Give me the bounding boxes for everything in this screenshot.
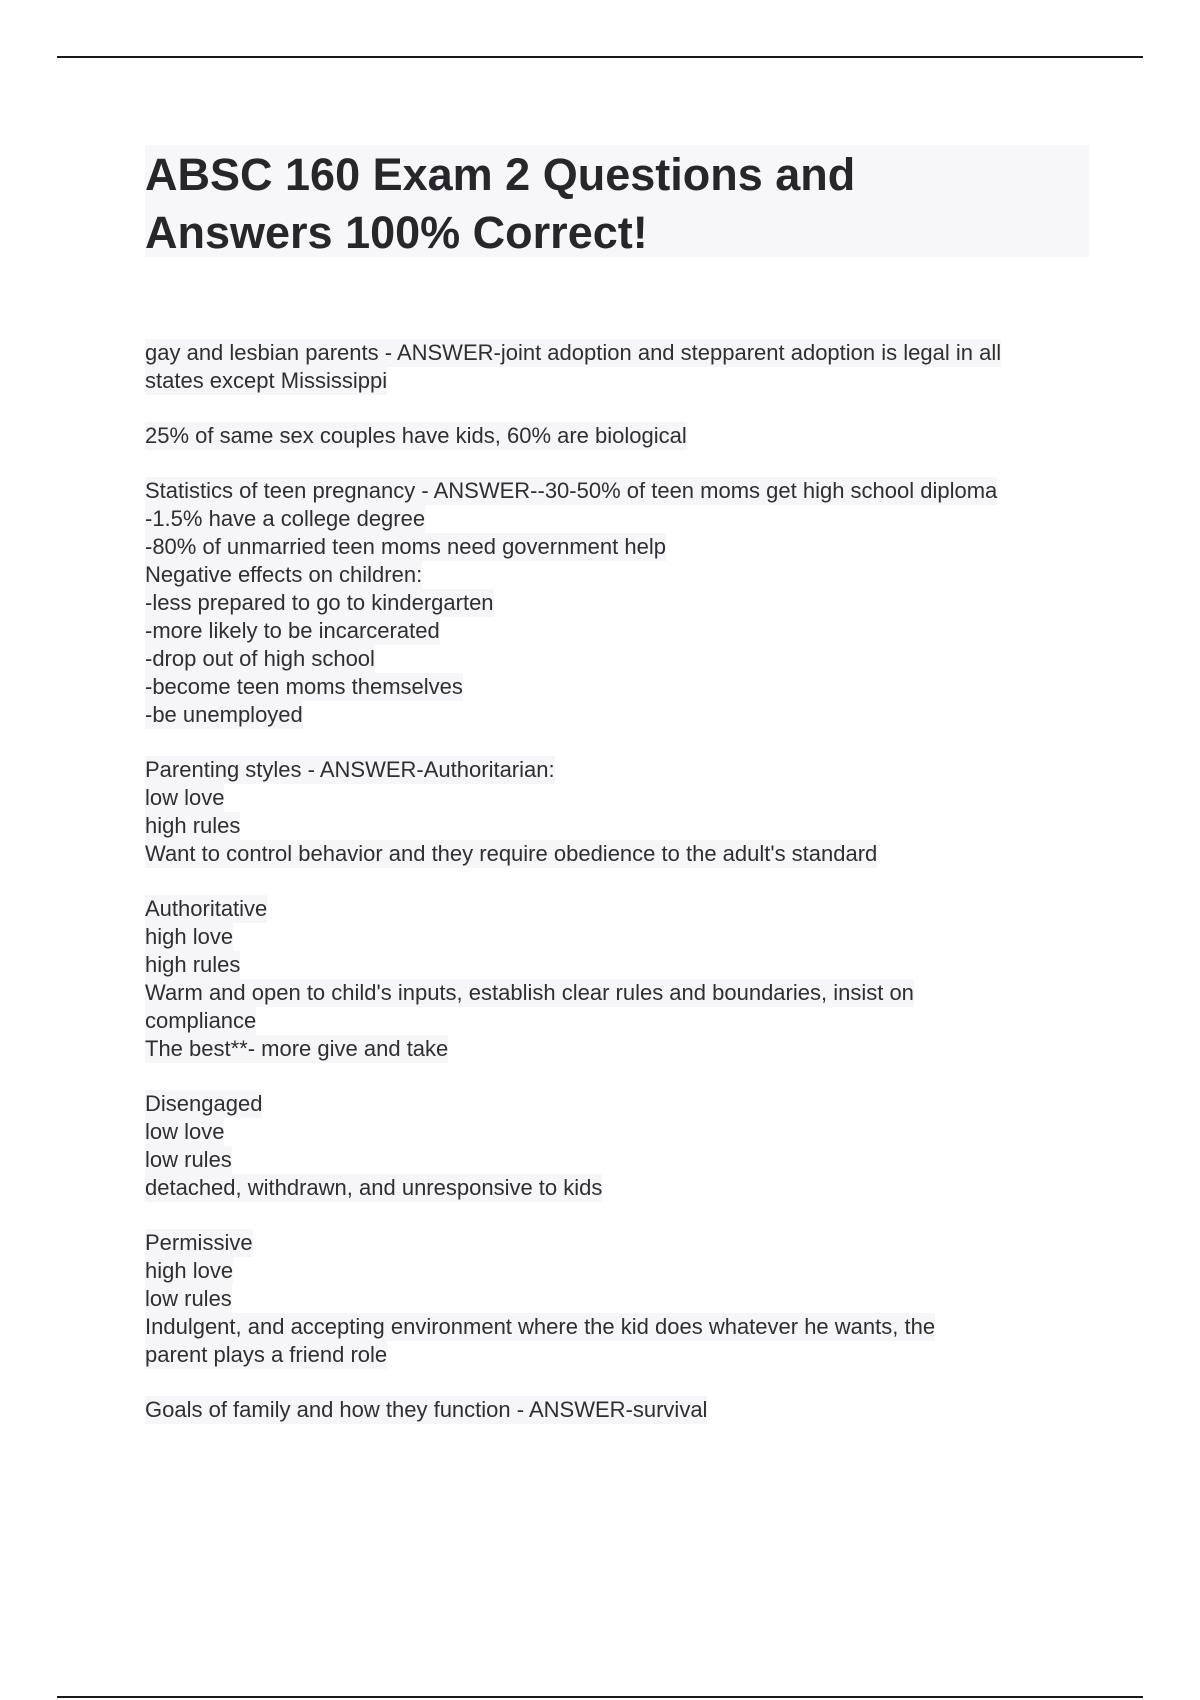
paragraph-family-goals	[145, 1396, 1095, 1424]
paragraph-same-sex-couples	[145, 422, 1095, 450]
paragraph-authoritarian	[145, 756, 1095, 868]
text-line: Parenting styles - ANSWER-Authoritarian:	[145, 757, 555, 782]
text-line: -become teen moms themselves	[145, 674, 463, 699]
paragraph-authoritative	[145, 895, 1095, 1063]
paragraph-teen-pregnancy	[145, 477, 1095, 729]
top-rule	[57, 56, 1143, 58]
text-line: high love	[145, 1258, 234, 1283]
text-line: Permissive	[145, 1230, 253, 1255]
document-body	[145, 339, 1095, 1451]
text-line: Negative effects on children:	[145, 562, 423, 587]
text-line: Indulgent, and accepting environment where the kid does whatever he wants, the	[145, 1314, 936, 1339]
text-line: Goals of family and how they function - ANSWER-survival	[145, 1397, 708, 1422]
text-line: 25% of same sex couples have kids, 60% are biological	[145, 423, 687, 448]
text-line: low rules	[145, 1286, 232, 1311]
document-title	[145, 146, 1089, 262]
text-line: -1.5% have a college degree	[145, 506, 426, 531]
text-line: Want to control behavior and they require obedience to the adult's standard	[145, 841, 878, 866]
text-line: high rules	[145, 813, 241, 838]
text-line: low love	[145, 1119, 225, 1144]
text-line: -drop out of high school	[145, 646, 375, 671]
text-line: Statistics of teen pregnancy - ANSWER--30-50% of teen moms get high school diploma	[145, 478, 998, 503]
text-line: Disengaged	[145, 1091, 263, 1116]
text-line: detached, withdrawn, and unresponsive to kids	[145, 1175, 603, 1200]
text-line: The best**- more give and take	[145, 1036, 449, 1061]
paragraph-disengaged	[145, 1090, 1095, 1202]
title-line-1: ABSC 160 Exam 2 Questions and	[145, 149, 856, 200]
text-line: -80% of unmarried teen moms need government help	[145, 534, 666, 559]
text-line: Authoritative	[145, 896, 268, 921]
title-line-2: Answers 100% Correct!	[145, 207, 648, 258]
text-line: -less prepared to go to kindergarten	[145, 590, 494, 615]
paragraph-gay-lesbian-parents	[145, 339, 1095, 395]
text-line: low love	[145, 785, 225, 810]
text-line: states except Mississippi	[145, 368, 388, 393]
bottom-rule	[57, 1696, 1143, 1698]
text-line: low rules	[145, 1147, 232, 1172]
text-line: Warm and open to child's inputs, establish clear rules and boundaries, insist on	[145, 980, 914, 1005]
text-line: compliance	[145, 1008, 257, 1033]
text-line: high rules	[145, 952, 241, 977]
text-line: -more likely to be incarcerated	[145, 618, 440, 643]
paragraph-permissive	[145, 1229, 1095, 1369]
text-line: parent plays a friend role	[145, 1342, 388, 1367]
text-line: high love	[145, 924, 234, 949]
text-line: -be unemployed	[145, 702, 303, 727]
text-line: gay and lesbian parents - ANSWER-joint adoption and stepparent adoption is legal in all	[145, 340, 1002, 365]
